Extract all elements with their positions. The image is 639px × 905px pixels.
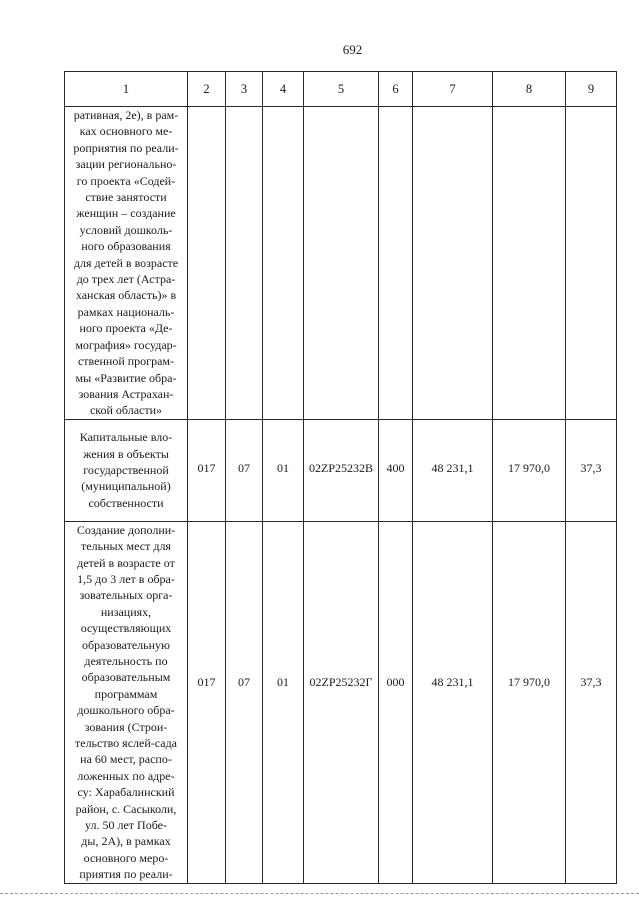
row-name-line: зования (Строи- [84, 719, 168, 734]
row-name-line: собственности [88, 495, 164, 510]
row-name-line: роприятия по реали- [73, 140, 179, 155]
row-name-line: мы «Развитие обра- [75, 370, 177, 385]
row-name-line: для детей в возрасте [73, 255, 179, 270]
page-bottom-rule [0, 893, 639, 894]
column-header-7: 7 [413, 72, 493, 107]
cell-admin-code: 017 [188, 521, 226, 883]
cell-subsection [263, 107, 304, 420]
row-name-line: тельных мест для [81, 539, 171, 554]
row-name-line: Капитальные вло- [79, 430, 173, 445]
column-header-2: 2 [188, 72, 226, 107]
row-name-line: низациях, [100, 604, 152, 619]
row-name-line: мография» государ- [75, 337, 177, 352]
cell-actual-amount: 17 970,0 [493, 521, 566, 883]
row-name-line: государственной [83, 463, 169, 478]
row-name-line: ках основного ме- [79, 124, 173, 139]
cell-actual-amount [493, 107, 566, 420]
table-row [65, 419, 617, 521]
cell-percent: 37,3 [566, 419, 617, 521]
cell-actual-amount: 17 970,0 [493, 419, 566, 521]
row-name-line: ного образования [81, 239, 171, 254]
cell-target-article [304, 107, 379, 420]
row-name-line: су: Харабалинский [77, 785, 175, 800]
row-name-line: приятия по реали- [79, 867, 173, 882]
row-name-line: основного меро- [83, 850, 169, 865]
row-name-line: Создание дополни- [76, 522, 176, 537]
column-header-1: 1 [65, 72, 188, 107]
cell-admin-code: 017 [188, 419, 226, 521]
column-header-9: 9 [566, 72, 617, 107]
row-name-line: ложенных по адре- [77, 768, 175, 783]
cell-subsection: 01 [263, 419, 304, 521]
row-name-line: рамках националь- [77, 304, 175, 319]
row-name-cell [65, 521, 188, 883]
column-header-8: 8 [493, 72, 566, 107]
cell-section: 07 [226, 521, 263, 883]
cell-percent [566, 107, 617, 420]
cell-plan-amount: 48 231,1 [413, 521, 493, 883]
cell-plan-amount [413, 107, 493, 420]
cell-target-article: 02ZP25232В [304, 419, 379, 521]
row-name-line: образовательным [81, 670, 171, 685]
table-header-row [65, 72, 617, 107]
cell-admin-code [188, 107, 226, 420]
row-name-line: ханская область)» в [75, 288, 177, 303]
cell-subsection: 01 [263, 521, 304, 883]
row-name-line: го проекта «Содей- [76, 173, 176, 188]
row-name-cell [65, 107, 188, 420]
row-name-line: до трех лет (Астра- [76, 272, 176, 287]
row-name-line: ды, 2А), в рамках [81, 834, 171, 849]
budget-table [64, 71, 617, 884]
cell-target-article: 02ZP25232Г [304, 521, 379, 883]
row-name-line: осуществляющих [80, 621, 172, 636]
row-name-line: ской области» [89, 403, 163, 418]
column-header-4: 4 [263, 72, 304, 107]
column-header-5: 5 [304, 72, 379, 107]
row-name-line: деятельность по [84, 653, 168, 668]
row-name-line: тельство яслей-сада [75, 736, 177, 750]
row-name-line: район, с. Сасыколи, [75, 801, 177, 816]
cell-percent: 37,3 [566, 521, 617, 883]
row-name-line: зования Астрахан- [78, 386, 174, 401]
row-name-cell [65, 419, 188, 521]
page-number: 692 [342, 42, 363, 57]
row-name-line: ративная, 2е), в рам- [73, 108, 179, 122]
cell-expense-type: 400 [379, 419, 413, 521]
row-name-line: ственной програм- [77, 354, 175, 369]
column-header-6: 6 [379, 72, 413, 107]
row-name-line: на 60 мест, распо- [80, 752, 172, 767]
cell-section [226, 107, 263, 420]
row-name-line: жения в объекты [83, 446, 169, 461]
row-name-line: 1,5 до 3 лет в обра- [77, 571, 175, 586]
row-name-line: образовательную [81, 637, 171, 652]
row-name-line: дошкольного обра- [77, 703, 175, 718]
row-name-line: условий дошколь- [79, 222, 173, 237]
cell-plan-amount: 48 231,1 [413, 419, 493, 521]
cell-section: 07 [226, 419, 263, 521]
column-header-3: 3 [226, 72, 263, 107]
row-name-line: детей в возрасте от [77, 555, 175, 570]
row-name-line: женщин – создание [76, 206, 176, 221]
row-name-line: (муниципальной) [81, 479, 171, 494]
cell-expense-type: 000 [379, 521, 413, 883]
row-name-line: зации регионально- [75, 157, 177, 172]
row-name-line: программам [94, 686, 158, 701]
table-row [65, 521, 617, 883]
row-name-line: ул. 50 лет Побе- [85, 818, 167, 833]
row-name-line: ствие занятости [85, 190, 167, 205]
table-row [65, 107, 617, 420]
row-name-line: зовательных орга- [79, 588, 173, 603]
row-name-line: ного проекта «Де- [79, 321, 173, 336]
cell-expense-type [379, 107, 413, 420]
